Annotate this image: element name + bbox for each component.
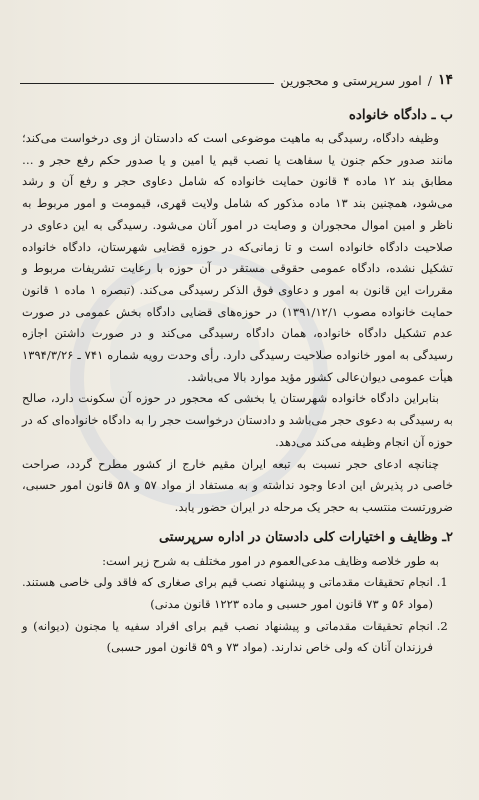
paragraph: بنابراین دادگاه خانواده شهرستان یا بخشی که محجور در حوزه آن سکونت دارد، صالح به رسیدگی به دعوی حجر می‌باشد و دادستان درخواست حجر را به دادگاه خانواده‌ای که در حوزه آن انجام وظیفه می‌کند می‌دهد. — [22, 391, 453, 449]
paragraph: چنانچه ادعای حجر نسبت به تبعه ایران مقیم خارج از کشور مطرح گردد، صراحت خاصی در پذیرش این ادعا وجود نداشته و به مستفاد از مواد ۵۷ و ۵۸ قانون امور حسبی، ضرورتست منتسب به حجر یک مرحله در ایران حضور یابد. — [22, 456, 453, 514]
header-rule — [20, 83, 274, 84]
paragraph: وظیفه دادگاه، رسیدگی به ماهیت موضوعی است که دادستان از وی درخواست می‌کند؛ مانند صدور حکم جنون یا سفاهت یا نصب قیم یا امین و یا صدور حکم رفع حجر و … مطابق بند ۱۲ ماده ۴ قانون حمایت خانواده که شامل دعاوی حجر و رفع آن و رشد می‌شود، همچنین بند ۱۳ ماده مذکور که شامل ولایت قهری، قیمومت و امور مربوط به ناظر و امین اموال محجوران و وصایت در امور آنان می‌شود. رسیدگی به این دعاوی در صلاحیت دادگاه خانواده است و تا زمانی‌که در حوزه قضایی شهرستان، دادگاه خانواده تشکیل نشده، دادگاه عمومی حقوقی مستقر در آن حوزه با رعایت تشریفات مربوط و مقررات این قانون به امور و دعاوی فوق الذکر رسیدگی می‌کند. (تبصره ۱ ماده ۱ قانون حمایت خانواده مصوب ۱۳۹۱/۱۲/۱) در حوزه‌های قضایی دادگاه بخش عمومی در صورت عدم تشکیل دادگاه خانواده، همان دادگاه رسیدگی می‌کند و در صورت داشتن اجازه رسیدگی به امور خانواده صلاحیت رسیدگی دارد. رأی وحدت رویه شماره ۷۴۱ ـ ۱۳۹۴/۳/۲۶ هیأت عمومی دیوان‌عالی کشور مؤید موارد بالا می‌باشد. — [22, 131, 453, 384]
duties-list — [22, 572, 453, 659]
section-intro: به طور خلاصه وظایف مدعی‌العموم در امور مختلف به شرح زیر است: — [102, 553, 439, 568]
section-heading-prosecutor-duties: ۲ـ وظایف و اختیارات کلی دادستان در اداره سرپرستی — [158, 529, 453, 545]
header-separator: / — [427, 73, 432, 88]
page-number: ۱۴ — [437, 72, 453, 88]
page-body — [22, 104, 453, 659]
list-item: 1. انجام تحقیقات مقدماتی و پیشنهاد نصب قیم برای صغاری که فاقد ولی خاصی هستند. (مواد ۵۶ و ۷۳ قانون امور حسبی و ماده ۱۲۲۳ قانون مدنی) — [22, 572, 433, 615]
running-title: امور سرپرستی و محجورین — [280, 73, 422, 88]
running-header — [20, 72, 453, 88]
section-heading-family-court: ب ـ دادگاه خانواده — [348, 107, 453, 123]
list-item: 2. انجام تحقیقات مقدماتی و پیشنهاد نصب قیم برای افراد سفیه یا مجنون (دیوانه) و فرزندان آنان که ولی خاص ندارند. (مواد ۷۳ و ۵۹ قانون امور حسبی) — [22, 616, 433, 659]
